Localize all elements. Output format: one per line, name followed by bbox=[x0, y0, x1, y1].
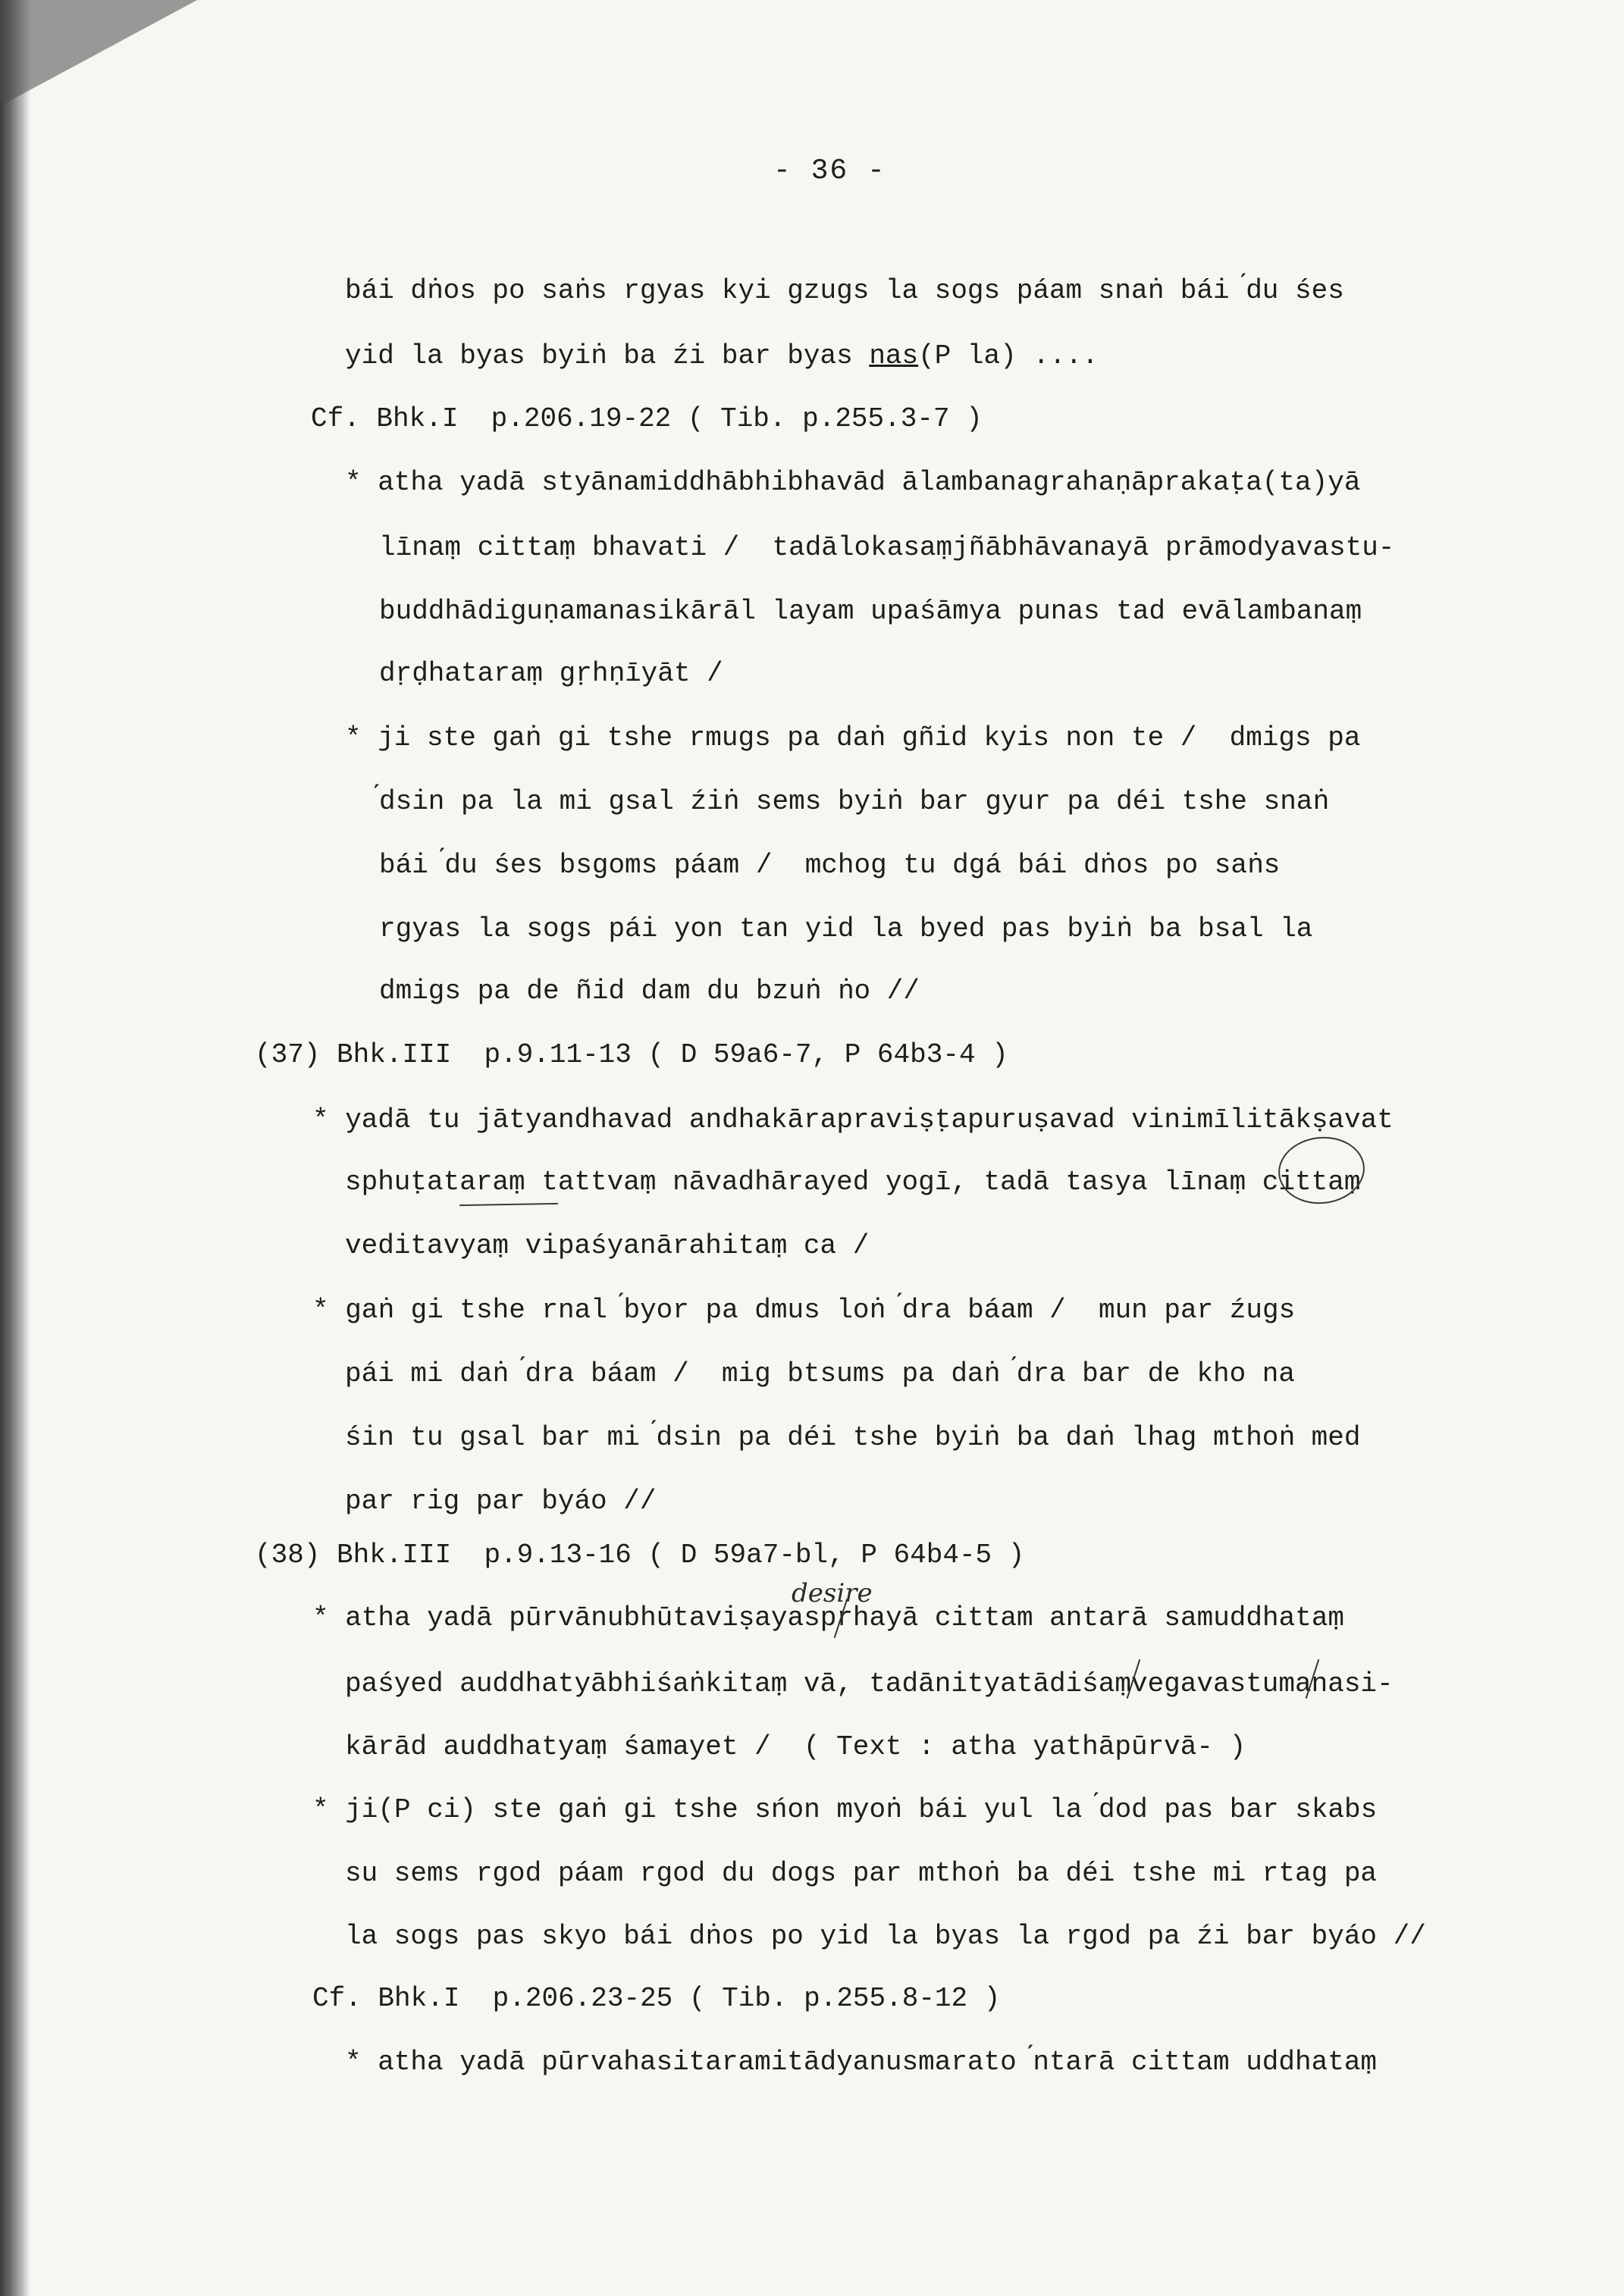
text-line: bái dṅos po saṅs rgyas kyi gzugs la sogs páam snaṅ bái ́du śes bbox=[345, 275, 1344, 306]
underlined-word: nas bbox=[869, 340, 919, 371]
section-heading-37: (37) Bhk.III p.9.11-13 ( D 59a6-7, P 64b3-4 ) bbox=[255, 1039, 1008, 1070]
sanskrit-line: veditavyaṃ vipaśyanārahitaṃ ca / bbox=[345, 1230, 870, 1261]
tibetan-line: la sogs pas skyo bái dṅos po yid la byas la rgod pa źi bar byáo // bbox=[345, 1921, 1426, 1952]
tibetan-line: bái ́du śes bsgoms páam / mchog tu dgá bái dṅos po saṅs bbox=[379, 850, 1281, 881]
book-binding-shadow bbox=[0, 0, 30, 2296]
tibetan-line: ́dsin pa la mi gsal źiṅ sems byiṅ bar gyur pa déi tshe snaṅ bbox=[379, 786, 1330, 817]
handwritten-underline-mark bbox=[459, 1203, 558, 1206]
tibetan-line: su sems rgod páam rgod du dogs par mthoṅ ba déi tshe mi rtag pa bbox=[345, 1858, 1378, 1889]
section-heading-38: (38) Bhk.III p.9.13-16 ( D 59a7-bl, P 64b4-5 ) bbox=[255, 1540, 1025, 1571]
tibetan-line: pái mi daṅ ́dra báam / mig btsums pa daṅ ́dra bar de kho na bbox=[345, 1358, 1296, 1389]
tibetan-line: * ji ste gaṅ gi tshe rmugs pa daṅ gñid kyis non te / dmigs pa bbox=[345, 722, 1361, 753]
tibetan-line: * gaṅ gi tshe rnal ́byor pa dmus loṅ ́dra báam / mun par źugs bbox=[312, 1295, 1296, 1326]
sanskrit-line: buddhādiguṇamanasikārāl layam upaśāmya punas tad evālambanaṃ bbox=[379, 596, 1362, 627]
sanskrit-line: sphuṭataraṃ tattvaṃ nāvadhārayed yogī, tadā tasya līnaṃ cittaṃ bbox=[345, 1167, 1361, 1198]
sanskrit-line: * atha yadā styānamiddhābhibhavād ālambanagrahaṇāprakaṭa(ta)yā bbox=[345, 467, 1361, 498]
sanskrit-line: paśyed auddhatyābhiśaṅkitaṃ vā, tadānityatādiśaṃvegavastumanasi- bbox=[345, 1668, 1394, 1699]
handwritten-note: desire bbox=[792, 1578, 873, 1608]
text-line bbox=[345, 341, 1099, 371]
text-line-start: yid la byas byiṅ ba źi bar byas bbox=[345, 340, 870, 371]
tibetan-line: rgyas la sogs pái yon tan yid la byed pas byiṅ ba bsal la bbox=[379, 913, 1313, 944]
tibetan-line: par rig par byáo // bbox=[345, 1486, 657, 1517]
sanskrit-line: kārād auddhatyaṃ śamayet / ( Text : atha yathāpūrvā- ) bbox=[345, 1731, 1246, 1762]
sanskrit-line: dṛḍhataraṃ gṛhṇīyāt / bbox=[379, 658, 723, 689]
sanskrit-line: līnaṃ cittaṃ bhavati / tadālokasaṃjñābhāvanayā prāmodyavastu- bbox=[379, 532, 1395, 563]
sanskrit-line: * atha yadā pūrvānubhūtaviṣayasprhayā cittam antarā samuddhataṃ bbox=[312, 1602, 1345, 1634]
tibetan-line: dmigs pa de ñid dam du bzuṅ ṅo // bbox=[379, 976, 920, 1007]
scan-corner-shadow bbox=[0, 0, 197, 106]
reference-line: Cf. Bhk.I p.206.19-22 ( Tib. p.255.3-7 ) bbox=[311, 403, 983, 434]
tibetan-line: * ji(P ci) ste gaṅ gi tshe sńon myoṅ bái yul la ́dod pas bar skabs bbox=[312, 1794, 1378, 1825]
page-number: - 36 - bbox=[773, 155, 886, 187]
tibetan-line: śin tu gsal bar mi ́dsin pa déi tshe byiṅ ba daṅ lhag mthoṅ med bbox=[345, 1422, 1361, 1453]
sanskrit-line: * atha yadā pūrvahasitaramitādyanusmarato ́ntarā cittam uddhataṃ bbox=[345, 2047, 1378, 2078]
reference-line: Cf. Bhk.I p.206.23-25 ( Tib. p.255.8-12 ) bbox=[312, 1983, 1001, 2014]
text-line-end: (P la) .... bbox=[918, 340, 1099, 371]
sanskrit-line: * yadā tu jātyandhavad andhakārapraviṣṭapuruṣavad vinimīlitākṣavat bbox=[312, 1104, 1394, 1135]
